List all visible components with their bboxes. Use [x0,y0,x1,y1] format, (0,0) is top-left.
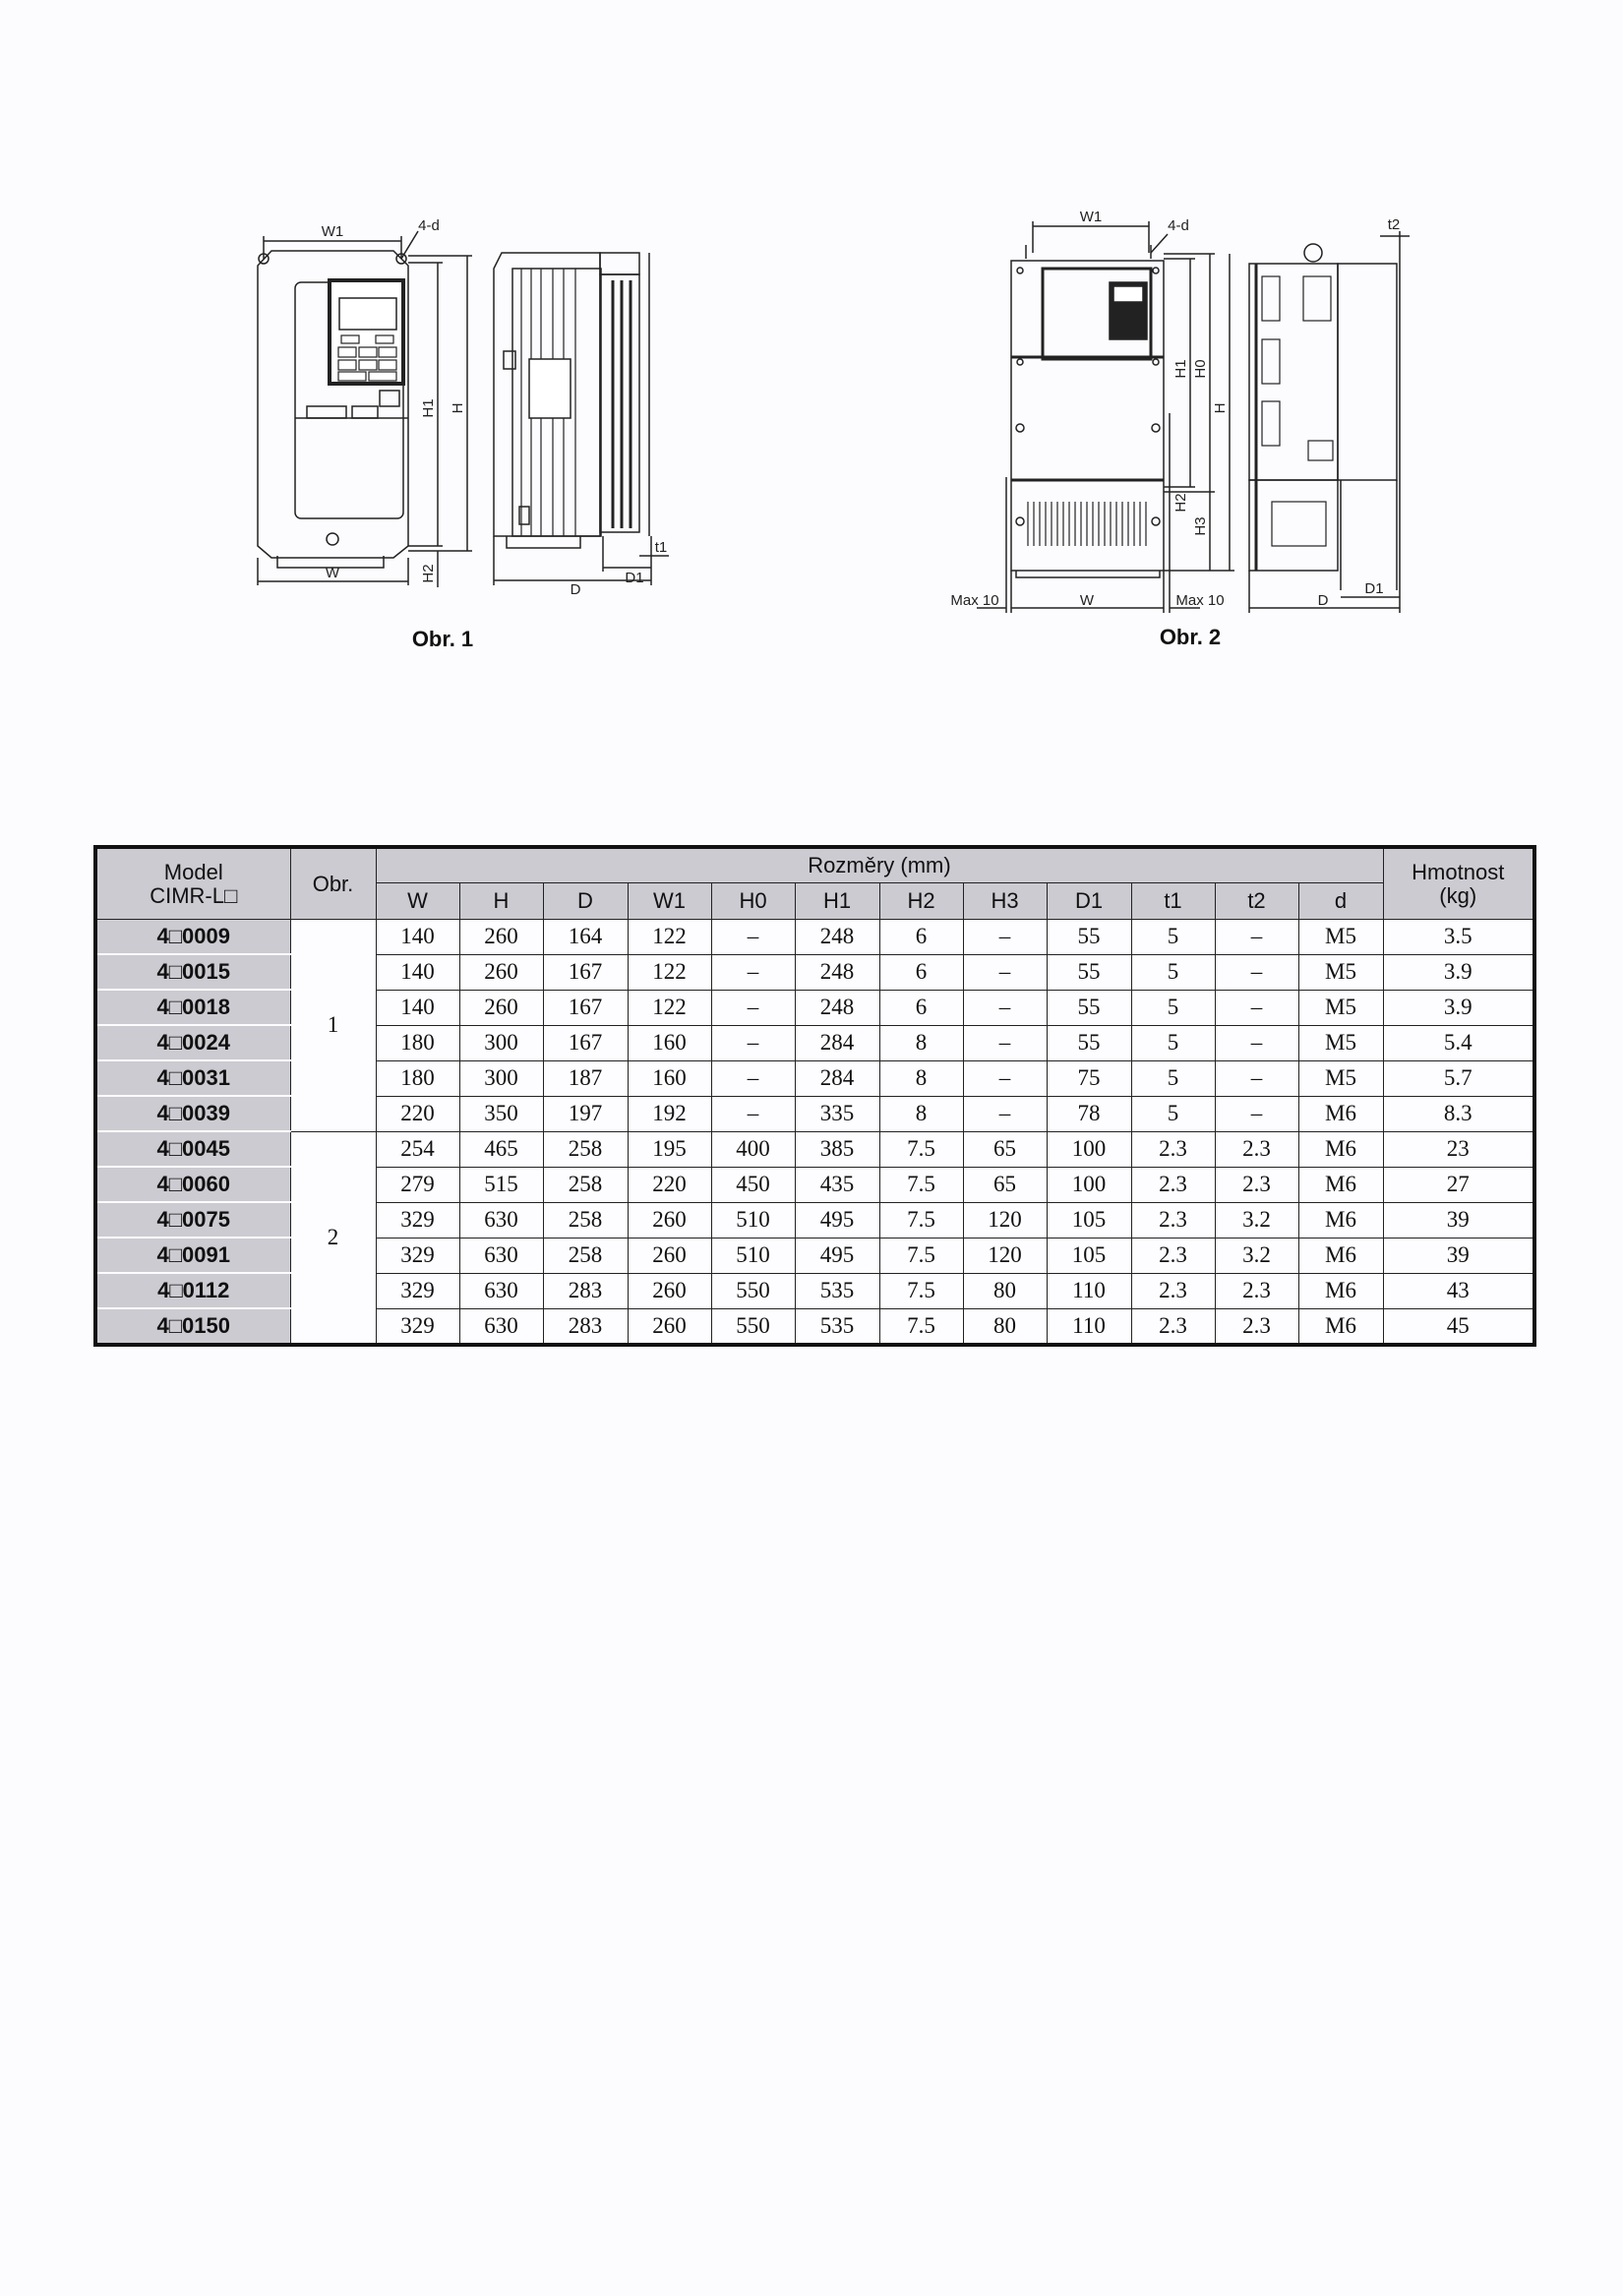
model-cell: 4□0024 [95,1025,290,1060]
dim-cell-d: 167 [543,954,628,990]
dim-cell-h2: 8 [879,1025,963,1060]
dim-label-h0: H0 [1192,359,1209,379]
header-weight-line2: (kg) [1439,882,1477,908]
dim-label-d1: D1 [625,570,644,586]
model-cell: 4□0075 [95,1202,290,1238]
dim-cell-d1: 110 [1047,1273,1131,1308]
dim-cell-t2: – [1215,954,1298,990]
dim-cell-t2: 3.2 [1215,1202,1298,1238]
dim-cell-h1: 495 [795,1238,879,1273]
dim-cell-h2: 7.5 [879,1167,963,1202]
dim-label-t1: t1 [654,539,668,556]
dim-label-h2: H2 [1172,493,1189,513]
dim-cell-h1: 248 [795,954,879,990]
dim-cell-w: 254 [376,1131,459,1167]
dim-cell-h3: – [963,954,1047,990]
dim-cell-h0: 510 [711,1238,795,1273]
dim-cell-h: 630 [459,1238,543,1273]
dim-cell-t2: 2.3 [1215,1131,1298,1167]
dim-cell-t1: 2.3 [1131,1202,1215,1238]
dim-cell-w: 140 [376,954,459,990]
dim-cell-t1: 5 [1131,954,1215,990]
dim-cell-w1: 160 [628,1025,711,1060]
dim-cell-h: 260 [459,954,543,990]
dim-cell-d: M6 [1298,1202,1383,1238]
header-model [95,847,290,920]
dim-cell-h3: 80 [963,1273,1047,1308]
dim-cell-h0: – [711,920,795,955]
dim-cell-d: M5 [1298,954,1383,990]
weight-cell: 27 [1383,1167,1534,1202]
weight-cell: 43 [1383,1273,1534,1308]
dim-cell-h: 300 [459,1025,543,1060]
dim-cell-h: 465 [459,1131,543,1167]
dim-cell-d1: 55 [1047,920,1131,955]
dim-cell-t2: 2.3 [1215,1273,1298,1308]
dim-cell-t1: 2.3 [1131,1131,1215,1167]
dim-cell-h2: 8 [879,1096,963,1131]
dim-cell-w1: 122 [628,954,711,990]
dim-cell-w1: 260 [628,1308,711,1345]
dim-label-max10-right: Max 10 [1175,592,1225,609]
dim-cell-d: M6 [1298,1238,1383,1273]
model-cell: 4□0060 [95,1167,290,1202]
dim-cell-h1: 385 [795,1131,879,1167]
dim-label-h2: H2 [420,564,437,583]
dim-cell-w1: 122 [628,990,711,1025]
dim-cell-d: M6 [1298,1308,1383,1345]
weight-cell: 23 [1383,1131,1534,1167]
dim-label-h1: H1 [420,398,437,418]
header-col-w: W [376,883,459,920]
figure-1-drawing [236,211,669,615]
dim-cell-t1: 5 [1131,920,1215,955]
dim-cell-h0: 400 [711,1131,795,1167]
dim-cell-h0: – [711,1025,795,1060]
dim-cell-h0: 550 [711,1308,795,1345]
dim-label-w1: W1 [1079,209,1103,225]
dim-cell-w1: 260 [628,1202,711,1238]
dim-cell-w: 329 [376,1273,459,1308]
table-body [95,920,1534,1346]
header-col-h3: H3 [963,883,1047,920]
dim-cell-h3: 120 [963,1202,1047,1238]
inverter-large-outline-drawing [949,202,1412,615]
dim-cell-h3: 65 [963,1167,1047,1202]
dim-cell-h: 350 [459,1096,543,1131]
dim-label-d1: D1 [1364,580,1384,597]
header-model-line2: CIMR-L□ [150,882,238,908]
header-model-line1: Model [163,859,223,884]
model-cell: 4□0150 [95,1308,290,1345]
dim-cell-t1: 5 [1131,1096,1215,1131]
dim-cell-d: 283 [543,1273,628,1308]
dim-cell-d1: 78 [1047,1096,1131,1131]
dim-cell-h1: 535 [795,1273,879,1308]
dim-cell-h1: 248 [795,990,879,1025]
dim-cell-d: 283 [543,1308,628,1345]
dim-cell-h3: – [963,990,1047,1025]
dim-cell-w1: 160 [628,1060,711,1096]
weight-cell: 5.4 [1383,1025,1534,1060]
dim-cell-d: 258 [543,1238,628,1273]
dim-cell-w1: 260 [628,1273,711,1308]
dim-cell-w1: 122 [628,920,711,955]
dim-cell-d: M6 [1298,1273,1383,1308]
dim-cell-h: 515 [459,1167,543,1202]
table-row [95,920,1534,955]
dim-cell-h1: 284 [795,1025,879,1060]
header-col-d: D [543,883,628,920]
header-col-h1: H1 [795,883,879,920]
dim-cell-h2: 6 [879,920,963,955]
dim-cell-w: 140 [376,920,459,955]
dim-cell-h2: 8 [879,1060,963,1096]
dim-cell-h2: 7.5 [879,1308,963,1345]
dim-cell-h: 630 [459,1202,543,1238]
model-cell: 4□0015 [95,954,290,990]
dim-cell-t2: – [1215,1025,1298,1060]
model-cell: 4□0091 [95,1238,290,1273]
dim-cell-h2: 7.5 [879,1131,963,1167]
dim-cell-h0: – [711,990,795,1025]
dim-label-max10-left: Max 10 [950,592,999,609]
dim-cell-w1: 192 [628,1096,711,1131]
dim-cell-t1: 5 [1131,1025,1215,1060]
dim-cell-t1: 2.3 [1131,1308,1215,1345]
dim-cell-t2: – [1215,1096,1298,1131]
weight-cell: 3.9 [1383,990,1534,1025]
dim-cell-h: 260 [459,990,543,1025]
dim-cell-d: 167 [543,990,628,1025]
header-col-t2: t2 [1215,883,1298,920]
dim-cell-d1: 55 [1047,1025,1131,1060]
dim-label-w1: W1 [321,223,344,240]
dim-cell-w: 329 [376,1238,459,1273]
dim-cell-h0: 550 [711,1273,795,1308]
dim-cell-h: 260 [459,920,543,955]
dim-cell-t1: 2.3 [1131,1167,1215,1202]
dim-label-h: H [1212,402,1229,414]
dim-cell-w1: 195 [628,1131,711,1167]
dim-cell-w: 329 [376,1202,459,1238]
dim-cell-d: M6 [1298,1167,1383,1202]
dim-cell-h: 300 [459,1060,543,1096]
dim-label-d: D [570,581,581,598]
dim-label-w: W [1079,592,1095,609]
dim-cell-d: 187 [543,1060,628,1096]
dim-cell-t2: – [1215,990,1298,1025]
figure-1-caption: Obr. 1 [411,627,474,651]
dim-cell-d: M5 [1298,990,1383,1025]
dim-cell-w: 180 [376,1025,459,1060]
dim-label-4d: 4-d [1168,217,1189,234]
weight-cell: 39 [1383,1202,1534,1238]
weight-cell: 8.3 [1383,1096,1534,1131]
dim-cell-h3: 65 [963,1131,1047,1167]
dim-cell-d: 197 [543,1096,628,1131]
dim-cell-w1: 220 [628,1167,711,1202]
dim-cell-d: 258 [543,1202,628,1238]
dim-cell-t2: – [1215,1060,1298,1096]
table-row [95,1131,1534,1167]
dim-label-t2: t2 [1387,216,1401,233]
dim-cell-h3: 120 [963,1238,1047,1273]
dim-cell-d: M5 [1298,1025,1383,1060]
dim-cell-d: 167 [543,1025,628,1060]
dim-cell-w: 220 [376,1096,459,1131]
dim-cell-h3: 80 [963,1308,1047,1345]
dim-cell-h3: – [963,1060,1047,1096]
dim-cell-t1: 2.3 [1131,1238,1215,1273]
model-cell: 4□0045 [95,1131,290,1167]
model-cell: 4□0031 [95,1060,290,1096]
model-cell: 4□0112 [95,1273,290,1308]
header-col-h: H [459,883,543,920]
weight-cell: 5.7 [1383,1060,1534,1096]
dim-cell-t2: 3.2 [1215,1238,1298,1273]
model-cell: 4□0039 [95,1096,290,1131]
dim-cell-h1: 495 [795,1202,879,1238]
header-col-t1: t1 [1131,883,1215,920]
dim-cell-w: 180 [376,1060,459,1096]
dim-cell-d1: 75 [1047,1060,1131,1096]
figure-2-drawing [949,202,1412,615]
dim-cell-w: 279 [376,1167,459,1202]
header-obr: Obr. [290,847,376,920]
table-header-row-1 [95,847,1534,883]
dim-cell-d: 258 [543,1167,628,1202]
dim-cell-h3: – [963,920,1047,955]
model-cell: 4□0009 [95,920,290,955]
dim-cell-h0: 510 [711,1202,795,1238]
dim-cell-d1: 110 [1047,1308,1131,1345]
dim-cell-h2: 6 [879,990,963,1025]
dim-label-h3: H3 [1192,516,1209,536]
header-dimensions-group: Rozměry (mm) [376,847,1383,883]
header-col-d1: D1 [1047,883,1131,920]
header-weight [1383,847,1534,920]
header-col-d-bolt: d [1298,883,1383,920]
model-cell: 4□0018 [95,990,290,1025]
dim-cell-h0: – [711,1096,795,1131]
dim-cell-d1: 100 [1047,1131,1131,1167]
dim-cell-h1: 435 [795,1167,879,1202]
dim-label-4d: 4-d [418,217,440,234]
dim-cell-d1: 105 [1047,1202,1131,1238]
dim-cell-h2: 7.5 [879,1238,963,1273]
dim-cell-h: 630 [459,1308,543,1345]
dim-cell-w: 329 [376,1308,459,1345]
dim-cell-h2: 6 [879,954,963,990]
dim-cell-t1: 2.3 [1131,1273,1215,1308]
header-col-h2: H2 [879,883,963,920]
dim-cell-h3: – [963,1025,1047,1060]
dim-cell-d: M5 [1298,920,1383,955]
weight-cell: 3.9 [1383,954,1534,990]
header-col-w1: W1 [628,883,711,920]
dim-cell-d1: 100 [1047,1167,1131,1202]
dim-cell-d1: 55 [1047,954,1131,990]
figure-ref-cell: 2 [290,1131,376,1345]
dim-cell-t2: 2.3 [1215,1167,1298,1202]
figure-ref-cell: 1 [290,920,376,1132]
dim-cell-d: M6 [1298,1131,1383,1167]
dim-cell-h2: 7.5 [879,1202,963,1238]
inverter-small-outline-drawing [236,211,669,615]
dim-cell-h1: 335 [795,1096,879,1131]
dim-cell-h: 630 [459,1273,543,1308]
dim-cell-h3: – [963,1096,1047,1131]
dim-cell-h2: 7.5 [879,1273,963,1308]
dim-cell-h0: 450 [711,1167,795,1202]
dim-cell-h0: – [711,1060,795,1096]
dim-cell-d: 164 [543,920,628,955]
weight-cell: 3.5 [1383,920,1534,955]
dim-cell-t1: 5 [1131,1060,1215,1096]
dim-label-d: D [1317,592,1329,609]
dim-label-h: H [450,402,466,414]
dim-cell-w1: 260 [628,1238,711,1273]
weight-cell: 39 [1383,1238,1534,1273]
dim-cell-w: 140 [376,990,459,1025]
header-weight-line1: Hmotnost [1412,859,1505,884]
dim-cell-h0: – [711,954,795,990]
dim-cell-h1: 284 [795,1060,879,1096]
dim-cell-t2: – [1215,920,1298,955]
dim-cell-d: M5 [1298,1060,1383,1096]
dim-label-h1: H1 [1172,359,1189,379]
dim-cell-t1: 5 [1131,990,1215,1025]
weight-cell: 45 [1383,1308,1534,1345]
dim-cell-d: M6 [1298,1096,1383,1131]
dim-cell-h1: 535 [795,1308,879,1345]
dim-cell-d1: 105 [1047,1238,1131,1273]
figure-2-caption: Obr. 2 [1159,625,1222,649]
dim-label-w: W [325,565,340,581]
dim-cell-d1: 55 [1047,990,1131,1025]
header-col-h0: H0 [711,883,795,920]
dimensions-table [93,845,1536,1347]
dim-cell-t2: 2.3 [1215,1308,1298,1345]
dim-cell-h1: 248 [795,920,879,955]
dim-cell-d: 258 [543,1131,628,1167]
